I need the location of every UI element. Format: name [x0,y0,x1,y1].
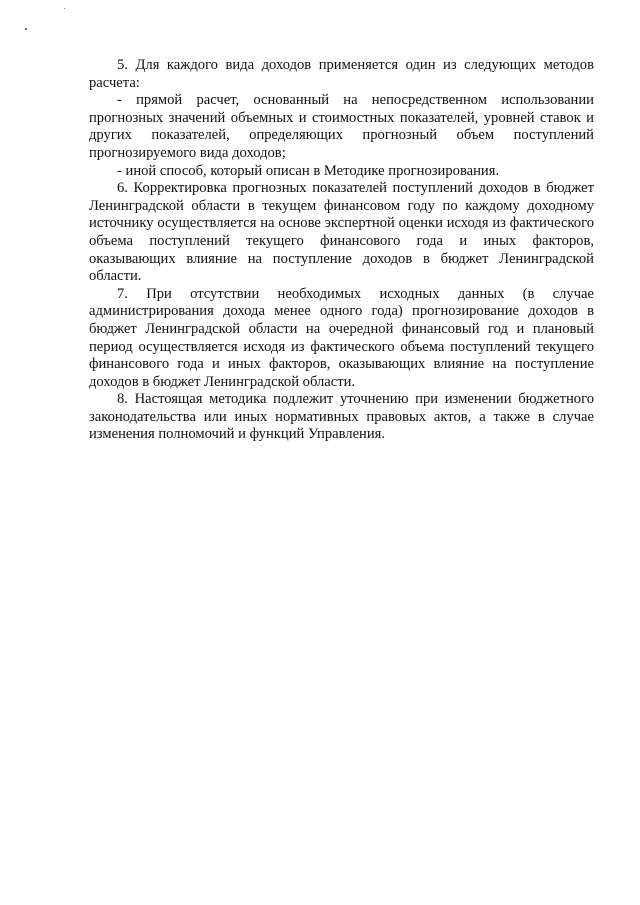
scan-mark [64,8,65,9]
scan-speck [25,28,27,30]
paragraph-item-8: 8. Настоящая методика подлежит уточнению при изменении бюджетного законодательства или иных нормативных правовых актов, а также в случае изменения полномочий и функций Управления. [89,391,594,443]
paragraph-item-5: 5. Для каждого вида доходов применяется один из следующих методов расчета: [89,57,594,91]
paragraph-item-6: 6. Корректировка прогнозных показателей поступлений доходов в бюджет Ленинградской области в текущем финансовом году по каждому доходному источнику осуществляется на основе экспертной оценки исходя из фактического объема поступлений текущего финансового года и иных факторов, оказывающих влияние на поступление доходов в бюджет Ленинградской области. [89,180,594,285]
paragraph-direct-calculation: - прямой расчет, основанный на непосредственном использовании прогнозных значений объемных и стоимостных показателей, уровней ставок и других показателей, определяющих прогнозный объем поступлений прогнозируемого вида доходов; [89,92,594,161]
paragraph-other-method: - иной способ, который описан в Методике прогнозирования. [117,162,500,179]
paragraph-item-7: 7. При отсутствии необходимых исходных данных (в случае администрирования дохода менее одного года) прогнозирование доходов в бюджет Ленинградской области на очередной финансовый год и плановый период осуществляется исходя из фактического объема поступлений текущего финансового года и иных факторов, оказывающих влияние на поступление доходов в бюджет Ленинградской области. [89,285,594,390]
document-body [89,57,594,444]
